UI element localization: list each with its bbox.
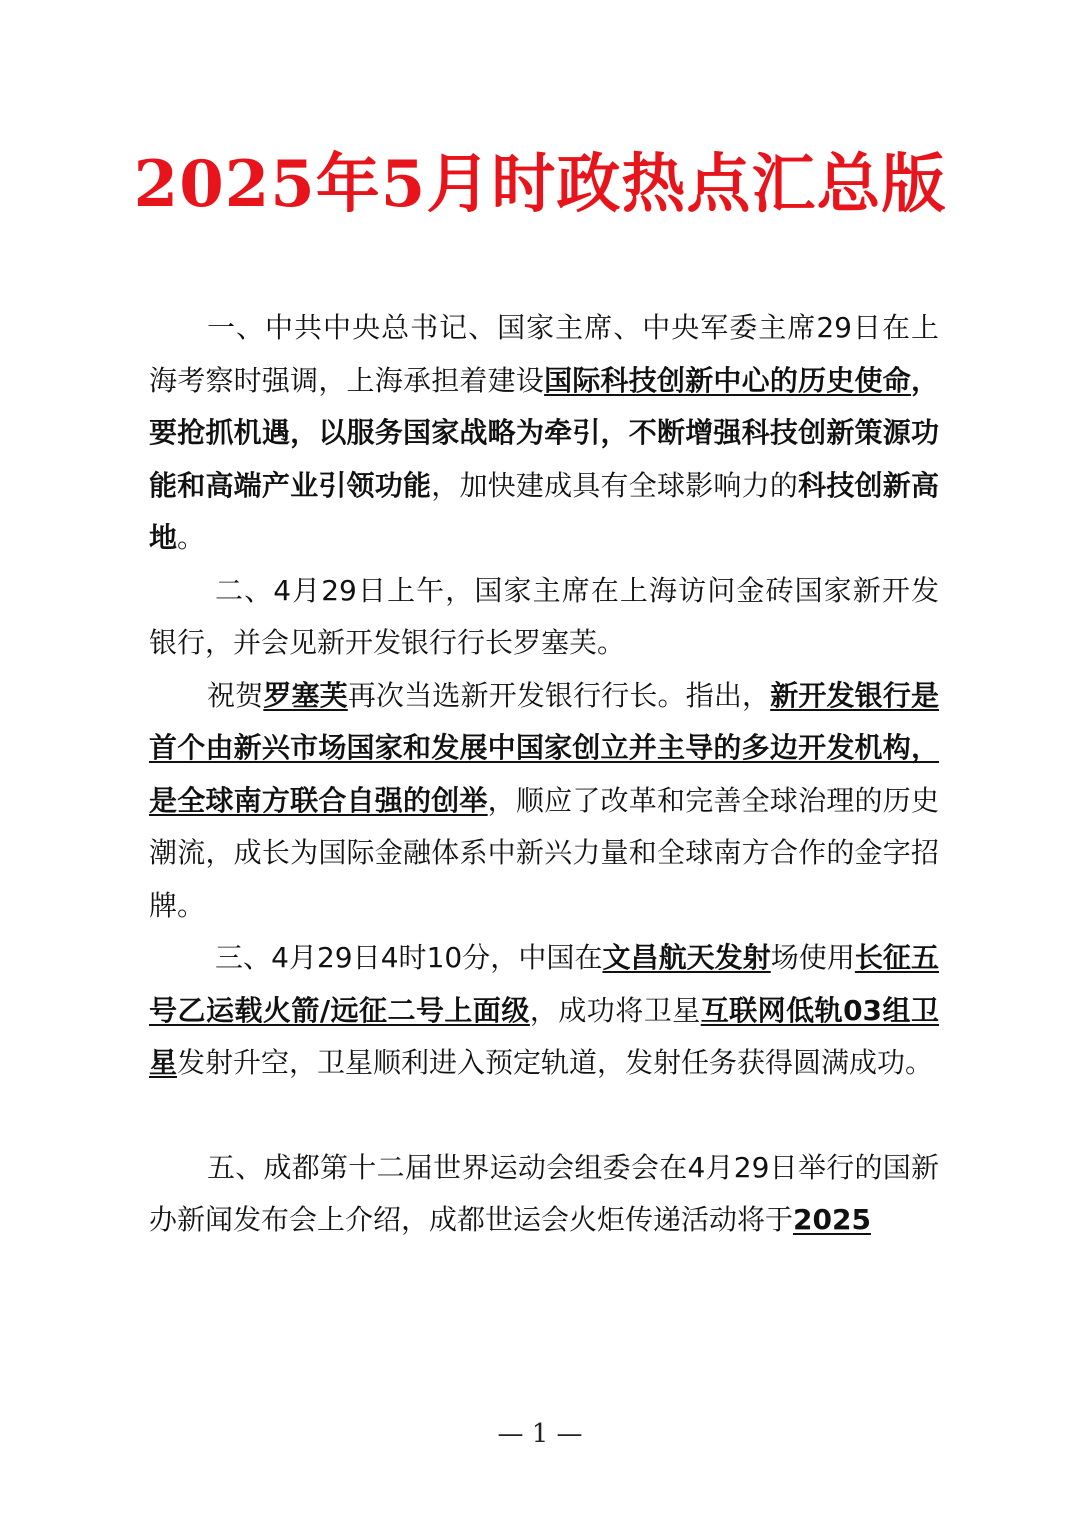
paragraph-5 <box>149 1142 939 1247</box>
p4-text-7: 发射升空，卫星顺利进入预定轨道，发射任务获得圆满成功。 <box>177 1046 934 1079</box>
p4-text-3: 场使用 <box>770 941 855 974</box>
p3-text-1: 祝贺 <box>207 678 264 712</box>
p3-text-3: 再次当选新开发银行行长。指出， <box>347 678 771 712</box>
p1-text-1: 一、中共中央总书记、国家主席、中央军委主席29日在上海考察时强调，上海承担着建设 <box>149 311 939 397</box>
p1-text-7: 。 <box>177 521 206 554</box>
paragraph-3 <box>149 670 939 933</box>
p4-highlight-site: 文昌航天发射 <box>602 941 771 974</box>
p3-highlight-bank: 新开发银行是首个由新兴市场国家和发展中国家创立并主导的多边开发机构，是全球南方联合自强的创举 <box>149 678 939 817</box>
p5-text-1: 五、成都第十二届世界运动会组委会在4月29日举行的国新办新闻发布会上介绍，成都世运会火炬传递活动将于 <box>149 1150 939 1236</box>
p1-highlight-highland: 科技创新高地 <box>149 468 939 554</box>
paragraph-4 <box>149 932 939 1090</box>
p4-text-5: ，成功将卫星 <box>529 993 701 1027</box>
p1-highlight-mission: 国际科技创新中心的历史使命 <box>544 363 911 397</box>
paragraph-1 <box>149 302 939 565</box>
page-number: — 1 — <box>497 1419 583 1449</box>
p1-text-5: ，加快建成具有全球影响力的 <box>431 468 799 502</box>
p3-highlight-name: 罗塞芙 <box>263 678 348 712</box>
p4-text-1: 三、4月29日4时10分，中国在 <box>215 941 603 974</box>
paragraph-2 <box>149 565 939 670</box>
p4-highlight-satellite: 互联网低轨03组卫星 <box>149 993 939 1079</box>
p2-text-1: 二、4月29日上午，国家主席在上海访问金砖国家新开发银行，并会见新开发银行行长罗塞芙。 <box>149 573 939 659</box>
p1-text-3: ，要抢抓机遇，以服务国家战略为牵引， <box>149 363 939 449</box>
p5-highlight-year: 2025 <box>793 1203 871 1236</box>
p3-text-5: ，顺应了改革和完善全球治理的历史潮流，成长为国际金融体系中新兴力量和全球南方合作的金字招牌。 <box>149 783 939 922</box>
p1-highlight-functions: 不断增强科技创新策源功能和高端产业引领功能 <box>149 416 939 502</box>
document-body <box>149 302 939 1247</box>
document-title: 2025年5月时政热点汇总版 <box>133 147 947 222</box>
p4-highlight-rocket: 长征五号乙运载火箭/远征二号上面级 <box>149 941 939 1027</box>
paragraph-gap <box>149 1090 939 1142</box>
